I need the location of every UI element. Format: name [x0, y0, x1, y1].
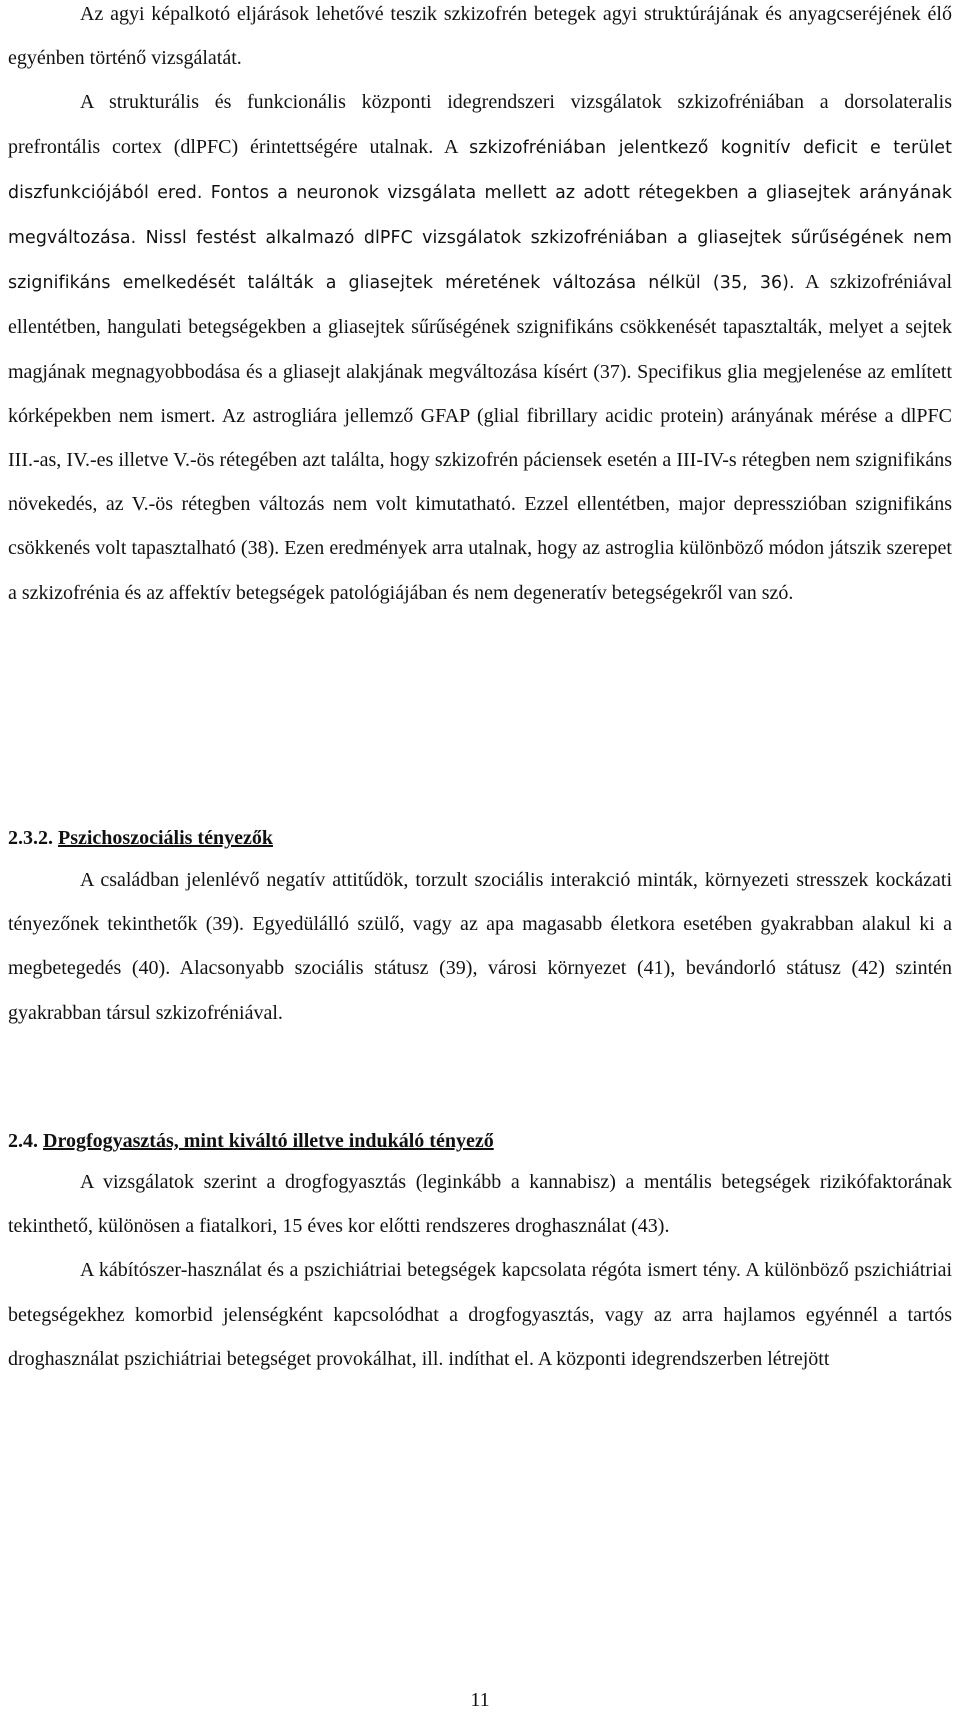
mood-disorder-text: A szkizofréniával ellentétben, hangulati betegségekben a gliasejtek sűrűségének szignifikáns csökkenését tapasztalták, melyet a sejtek magjának megnagyobbodása és a gliasejt alakjának megváltozása kísért (37). Specifikus glia megjelenése az említett kórképekben nem ismert. Az astrogliára jellemző GFAP (glial fibrillary acidic protein) arányának mérése a dlPFC III.-as, IV.-es illetve V.-ös rétegében azt találta, hogy szkizofrén páciensek esetén a III-IV-s rétegben nem szignifikáns növekedés, az V.-ös rétegben változás nem volt kimutatható. Ezzel ellentétben, major depresszióban szignifikáns csökkenés volt tapasztalható (38). Ezen eredmények arra utalnak, hogy az astroglia különböző módon játszik szerepet a szkizofrénia és az affektív betegségek patológiájában és nem degeneratív betegségekről van szó. — [8, 271, 952, 604]
paragraph-dlpfc-findings — [8, 80, 952, 614]
glia-density-text: szkizofréniában jelentkező kognitív deficit e terület diszfunkciójából ered. Fontos a neuronok vizsgálata mellett az adott rétegekben a gliasejtek arányának megváltozása. Nissl festést alkalmazó dlPFC vizsgálatok szkizofréniában a gliasejtek sűrűségének nem szignifikáns emelkedését találták a gliasejtek méretének változása nélkül (35, 36). — [8, 137, 952, 294]
page-number: 11 — [470, 1689, 490, 1711]
paragraph-drug-risk: A vizsgálatok szerint a drogfogyasztás (leginkább a kannabisz) a mentális betegségek rizikófaktorának tekinthető, különösen a fiatalkori, 15 éves kor előtti rendszeres droghasználat (43). — [8, 1171, 952, 1238]
body-text-block-3 — [8, 1160, 952, 1381]
section-heading-2-3-2 — [8, 823, 273, 853]
dlpfc-intro-text: A strukturális és funkcionális központi idegrendszeri vizsgálatok szkizofréniában a dorsolateralis prefrontális cortex (dlPFC) érintettségére utalnak. A — [8, 91, 952, 158]
body-text-block-2 — [8, 858, 952, 1035]
paragraph-brain-imaging: Az agyi képalkotó eljárások lehetővé teszik szkizofrén betegek agyi struktúrájának és anyagcseréjének élő egyénben történő vizsgálatát. — [8, 3, 952, 70]
section-title: Drogfogyasztás, mint kiváltó illetve indukáló tényező — [43, 1130, 494, 1152]
section-number: 2.3.2. — [8, 827, 53, 849]
paragraph-psychosocial: A családban jelenlévő negatív attitűdök, torzult szociális interakció minták, környezeti stresszek kockázati tényezőnek tekinthetők (39). Egyedülálló szülő, vagy az apa magasabb életkora esetében gyakrabban alakul ki a megbetegedés (40). Alacsonyabb szociális státusz (39), városi környezet (41), bevándorló státusz (42) szintén gyakrabban társul szkizofréniával. — [8, 869, 952, 1024]
section-title: Pszichoszociális tényezők — [58, 827, 273, 849]
section-heading-2-4 — [8, 1126, 494, 1156]
body-text-block-1 — [8, 0, 952, 615]
paragraph-drug-comorbidity: A kábítószer-használat és a pszichiátriai betegségek kapcsolata régóta ismert tény. A különböző pszichiátriai betegségekhez komorbid jelenségként kapcsolódhat a drogfogyasztás, vagy az arra hajlamos egyénnél a tartós droghasználat pszichiátriai betegséget provokálhat, ill. indíthat el. A központi idegrendszerben létrejött — [8, 1259, 952, 1370]
section-number: 2.4. — [8, 1130, 38, 1152]
